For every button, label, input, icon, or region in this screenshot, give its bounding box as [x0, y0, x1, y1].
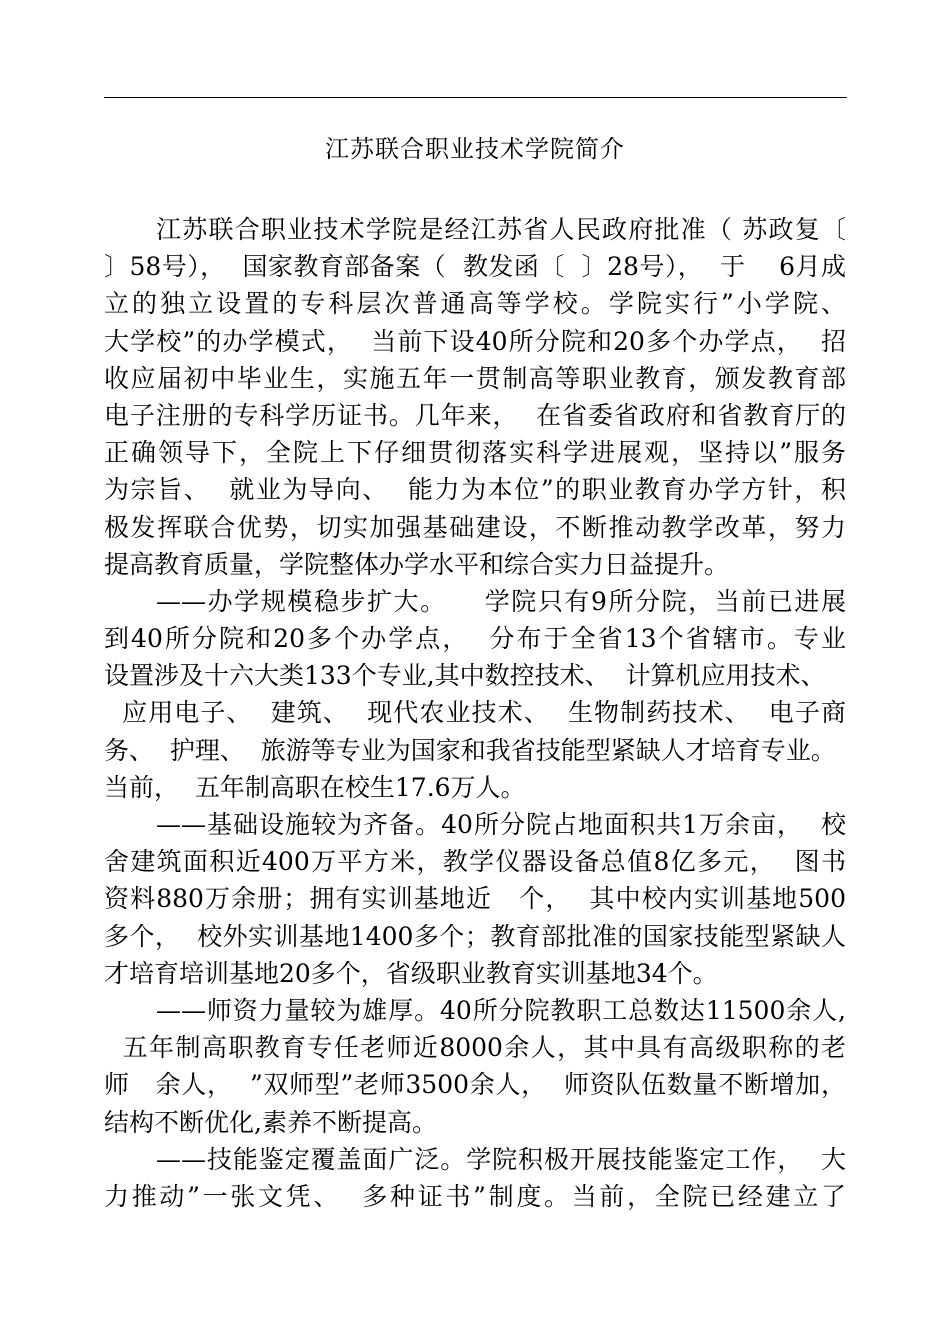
body-line: 才培育培训基地20多个，省级职业教育实训基地34个。: [104, 958, 718, 988]
body-line: ——技能鉴定覆盖面广泛。学院积极开展技能鉴定工作， 大: [156, 1144, 846, 1174]
body-line: 江苏联合职业技术学院是经江苏省人民政府批准（ 苏政复〔: [156, 215, 846, 244]
body-line: 电子注册的专科学历证书。几年来， 在省委省政府和省教育厅的: [104, 400, 846, 430]
body-line: 为宗旨、 就业为导向、 能力为本位”的职业教育办学方针，积: [104, 475, 846, 505]
document-body: [104, 211, 864, 1215]
body-line: 五年制高职教育专任老师近8000余人，其中具有高级职称的老: [104, 1033, 846, 1063]
document-title: 江苏联合职业技术学院简介: [325, 135, 625, 163]
body-line: ——师资力量较为雄厚。40所分院教职工总数达11500余人,: [156, 995, 846, 1025]
body-line: 到40所分院和20多个办学点， 分布于全省13个省辖市。专业: [104, 624, 846, 654]
body-line: ——办学规模稳步扩大。 学院只有9所分院，当前已进展: [156, 586, 846, 616]
body-line: 务、 护理、 旅游等专业为国家和我省技能型紧缺人才培育专业。: [104, 735, 836, 765]
body-line: 资料880万余册；拥有实训基地近 个， 其中校内实训基地500: [104, 884, 846, 914]
body-line: 舍建筑面积近400万平方米，教学仪器设备总值8亿多元， 图书: [104, 847, 846, 877]
body-line: 师 余人， ”双师型”老师3500余人， 师资队伍数量不断增加，: [104, 1070, 846, 1100]
body-line: 大学校”的办学模式， 当前下设40所分院和20多个办学点， 招: [104, 326, 846, 356]
body-line: 〕58号）， 国家教育部备案（ 教发函〔 〕28号）， 于 6月成: [104, 252, 846, 282]
body-line: 多个， 校外实训基地1400多个；教育部批准的国家技能型紧缺人: [104, 921, 846, 951]
body-line: ——基础设施较为齐备。40所分院占地面积共1万余亩， 校: [156, 810, 846, 839]
body-line: 应用电子、 建筑、 现代农业技术、 生物制药技术、 电子商: [104, 698, 846, 728]
body-line: 当前， 五年制高职在校生17.6万人。: [104, 772, 526, 802]
body-line: 力推动”一张文凭、 多种证书”制度。当前，全院已经建立了: [104, 1181, 846, 1211]
body-line: 正确领导下，全院上下仔细贯彻落实科学进展观，坚持以”服务: [104, 438, 846, 468]
body-line: 结构不断优化,素养不断提高。: [104, 1107, 437, 1137]
header-rule: [104, 97, 847, 98]
body-line: 收应届初中毕业生，实施五年一贯制高等职业教育，颁发教育部: [104, 363, 846, 393]
body-line: 极发挥联合优势，切实加强基础建设，不断推动教学改革，努力: [104, 512, 846, 542]
body-line: 设置涉及十六大类133个专业,其中数控技术、 计算机应用技术、: [104, 661, 826, 691]
body-line: 立的独立设置的专科层次普通高等学校。学院实行”小学院、: [104, 289, 846, 319]
body-line: 提高教育质量，学院整体办学水平和综合实力日益提升。: [104, 549, 730, 579]
